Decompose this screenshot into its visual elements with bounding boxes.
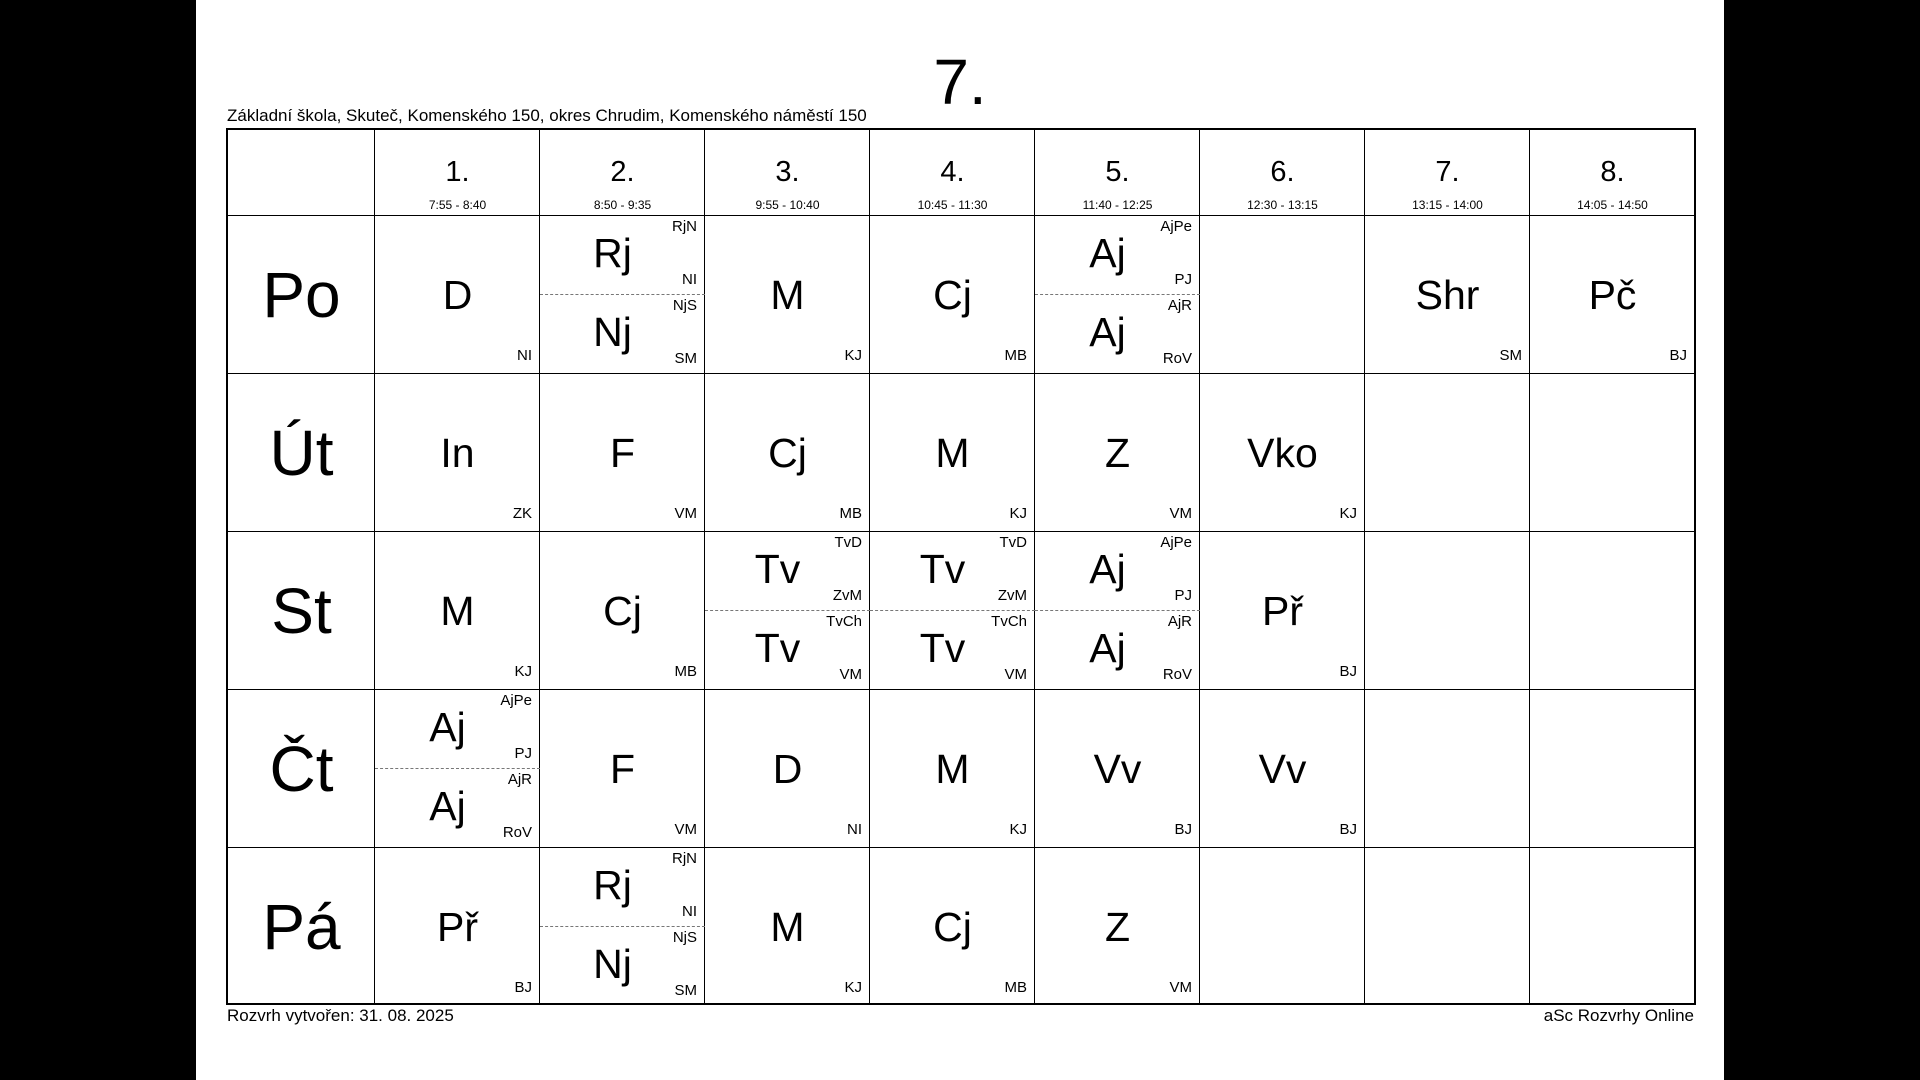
subject-label: Rj	[593, 862, 632, 908]
period-header	[1035, 130, 1200, 216]
room-label: BJ	[1339, 821, 1357, 838]
lesson-cell	[705, 532, 870, 690]
period-number: 1.	[445, 156, 470, 188]
lesson-cell	[1035, 216, 1200, 374]
timetable-grid	[226, 128, 1696, 1005]
lesson-cell	[540, 532, 705, 690]
subject-label: Tv	[919, 546, 966, 592]
room-label: SM	[674, 350, 697, 367]
subject-label: Aj	[1089, 546, 1126, 592]
room-label: NI	[682, 903, 697, 920]
lesson-cell	[870, 216, 1035, 374]
room-label: VM	[1169, 979, 1192, 996]
room-label: ZvM	[832, 587, 862, 604]
subject-label: Tv	[919, 625, 966, 671]
room-label: MB	[1004, 979, 1027, 996]
empty-cell	[1365, 848, 1530, 1006]
group-divider	[705, 610, 870, 611]
subject-label: Aj	[1089, 230, 1126, 276]
period-header	[1200, 130, 1365, 216]
period-number: 3.	[775, 156, 800, 188]
empty-cell	[1530, 532, 1695, 690]
period-number: 5.	[1105, 156, 1130, 188]
subject-label: Z	[1104, 430, 1131, 476]
room-label: VM	[1169, 505, 1192, 522]
lesson-cell	[705, 848, 870, 1006]
group-label: TvD	[834, 534, 862, 551]
room-label: ZvM	[997, 587, 1027, 604]
subject-label: In	[440, 430, 475, 476]
subject-label: Aj	[429, 704, 466, 750]
subject-label: Aj	[1089, 625, 1126, 671]
lesson-cell	[870, 848, 1035, 1006]
period-number: 4.	[940, 156, 965, 188]
room-label: KJ	[1009, 821, 1027, 838]
empty-cell	[1365, 690, 1530, 848]
period-header	[1365, 130, 1530, 216]
period-time: 9:55 - 10:40	[755, 198, 820, 212]
period-header	[870, 130, 1035, 216]
period-header	[1530, 130, 1695, 216]
timetable-page	[196, 0, 1724, 1080]
room-label: KJ	[844, 979, 862, 996]
room-label: NI	[847, 821, 862, 838]
subject-label: Rj	[593, 230, 632, 276]
group-divider	[540, 294, 705, 295]
room-label: NI	[682, 271, 697, 288]
group-divider	[375, 768, 540, 769]
class-title: 7.	[933, 46, 987, 118]
lesson-cell	[1530, 216, 1695, 374]
subject-label: Vv	[1093, 746, 1142, 792]
period-time: 12:30 - 13:15	[1247, 198, 1318, 212]
subject-label: Vv	[1258, 746, 1307, 792]
period-header	[705, 130, 870, 216]
room-label: PJ	[1174, 271, 1192, 288]
period-time: 10:45 - 11:30	[917, 198, 988, 212]
group-label: NjS	[672, 929, 697, 946]
lesson-cell	[1035, 374, 1200, 532]
group-label: AjR	[1167, 297, 1192, 314]
day-label: St	[271, 575, 332, 647]
subject-label: Cj	[933, 904, 972, 950]
subject-label: M	[935, 430, 970, 476]
room-label: MB	[839, 505, 862, 522]
subject-label: Tv	[754, 546, 801, 592]
room-label: KJ	[844, 347, 862, 364]
room-label: VM	[1004, 666, 1027, 683]
lesson-cell	[540, 848, 705, 1006]
subject-label: Nj	[593, 941, 632, 987]
period-header	[375, 130, 540, 216]
generator-credit: aSc Rozvrhy Online	[1543, 1006, 1694, 1025]
group-divider	[1035, 294, 1200, 295]
day-label: Po	[262, 259, 341, 331]
lesson-cell	[375, 532, 540, 690]
room-label: BJ	[1174, 821, 1192, 838]
lesson-cell	[1200, 374, 1365, 532]
day-label: Pá	[262, 891, 341, 963]
lesson-cell	[540, 216, 705, 374]
period-number: 6.	[1270, 156, 1295, 188]
group-label: AjPe	[500, 692, 532, 709]
subject-label: Shr	[1415, 272, 1480, 318]
subject-label: D	[772, 746, 803, 792]
empty-cell	[1200, 848, 1365, 1006]
room-label: MB	[674, 663, 697, 680]
room-label: ZK	[512, 505, 532, 522]
period-number: 8.	[1600, 156, 1625, 188]
subject-label: Tv	[754, 625, 801, 671]
subject-label: D	[442, 272, 473, 318]
subject-label: Cj	[933, 272, 972, 318]
room-label: SM	[1499, 347, 1522, 364]
subject-label: Cj	[603, 588, 642, 634]
lesson-cell	[1035, 690, 1200, 848]
empty-cell	[1530, 374, 1695, 532]
period-time: 8:50 - 9:35	[593, 198, 652, 212]
room-label: VM	[674, 821, 697, 838]
subject-label: Aj	[1089, 309, 1126, 355]
subject-label: M	[935, 746, 970, 792]
group-label: RjN	[672, 850, 697, 867]
period-time: 13:15 - 14:00	[1412, 198, 1483, 212]
lesson-cell	[1365, 216, 1530, 374]
period-time: 11:40 - 12:25	[1082, 198, 1153, 212]
room-label: BJ	[514, 979, 532, 996]
subject-label: Pč	[1588, 272, 1637, 318]
subject-label: Př	[1262, 588, 1303, 634]
subject-label: M	[770, 272, 805, 318]
room-label: KJ	[1339, 505, 1357, 522]
subject-label: Aj	[429, 783, 466, 829]
period-number: 7.	[1435, 156, 1460, 188]
lesson-cell	[540, 690, 705, 848]
room-label: SM	[674, 982, 697, 999]
group-label: NjS	[672, 297, 697, 314]
room-label: VM	[674, 505, 697, 522]
group-divider	[1035, 610, 1200, 611]
lesson-cell	[1200, 690, 1365, 848]
period-time: 14:05 - 14:50	[1577, 198, 1648, 212]
subject-label: M	[440, 588, 475, 634]
empty-cell	[1365, 532, 1530, 690]
subject-label: Z	[1104, 904, 1131, 950]
group-label: AjPe	[1160, 218, 1192, 235]
room-label: MB	[1004, 347, 1027, 364]
room-label: KJ	[1009, 505, 1027, 522]
period-header	[540, 130, 705, 216]
day-label: Čt	[269, 733, 334, 805]
empty-cell	[1530, 848, 1695, 1006]
lesson-cell	[705, 690, 870, 848]
lesson-cell	[375, 848, 540, 1006]
subject-label: M	[770, 904, 805, 950]
day-label: Út	[269, 417, 334, 489]
created-date: Rozvrh vytvořen: 31. 08. 2025	[227, 1006, 454, 1025]
lesson-cell	[870, 532, 1035, 690]
room-label: RoV	[1162, 350, 1192, 367]
subject-label: Vko	[1247, 430, 1318, 476]
subject-label: Nj	[593, 309, 632, 355]
room-label: KJ	[514, 663, 532, 680]
group-label: AjR	[1167, 613, 1192, 630]
subject-label: F	[609, 430, 636, 476]
group-label: AjPe	[1160, 534, 1192, 551]
lesson-cell	[1200, 532, 1365, 690]
empty-cell	[1200, 216, 1365, 374]
group-divider	[870, 610, 1035, 611]
lesson-cell	[705, 216, 870, 374]
lesson-cell	[870, 690, 1035, 848]
lesson-cell	[870, 374, 1035, 532]
group-label: AjR	[507, 771, 532, 788]
lesson-cell	[1035, 848, 1200, 1006]
room-label: RoV	[1162, 666, 1192, 683]
room-label: BJ	[1669, 347, 1687, 364]
empty-cell	[1530, 690, 1695, 848]
group-divider	[540, 926, 705, 927]
subject-label: Př	[437, 904, 478, 950]
group-label: TvD	[999, 534, 1027, 551]
lesson-cell	[375, 216, 540, 374]
period-time: 7:55 - 8:40	[428, 198, 487, 212]
lesson-cell	[375, 690, 540, 848]
subject-label: F	[609, 746, 636, 792]
group-label: RjN	[672, 218, 697, 235]
group-label: TvCh	[991, 613, 1027, 630]
subject-label: Cj	[768, 430, 807, 476]
room-label: RoV	[502, 824, 532, 841]
room-label: NI	[517, 347, 532, 364]
period-number: 2.	[610, 156, 635, 188]
group-label: TvCh	[826, 613, 862, 630]
room-label: VM	[839, 666, 862, 683]
empty-cell	[1365, 374, 1530, 532]
lesson-cell	[1035, 532, 1200, 690]
room-label: PJ	[1174, 587, 1192, 604]
lesson-cell	[540, 374, 705, 532]
school-name: Základní škola, Skuteč, Komenského 150, okres Chrudim, Komenského náměstí 150	[227, 106, 867, 125]
room-label: PJ	[514, 745, 532, 762]
lesson-cell	[705, 374, 870, 532]
lesson-cell	[375, 374, 540, 532]
room-label: BJ	[1339, 663, 1357, 680]
